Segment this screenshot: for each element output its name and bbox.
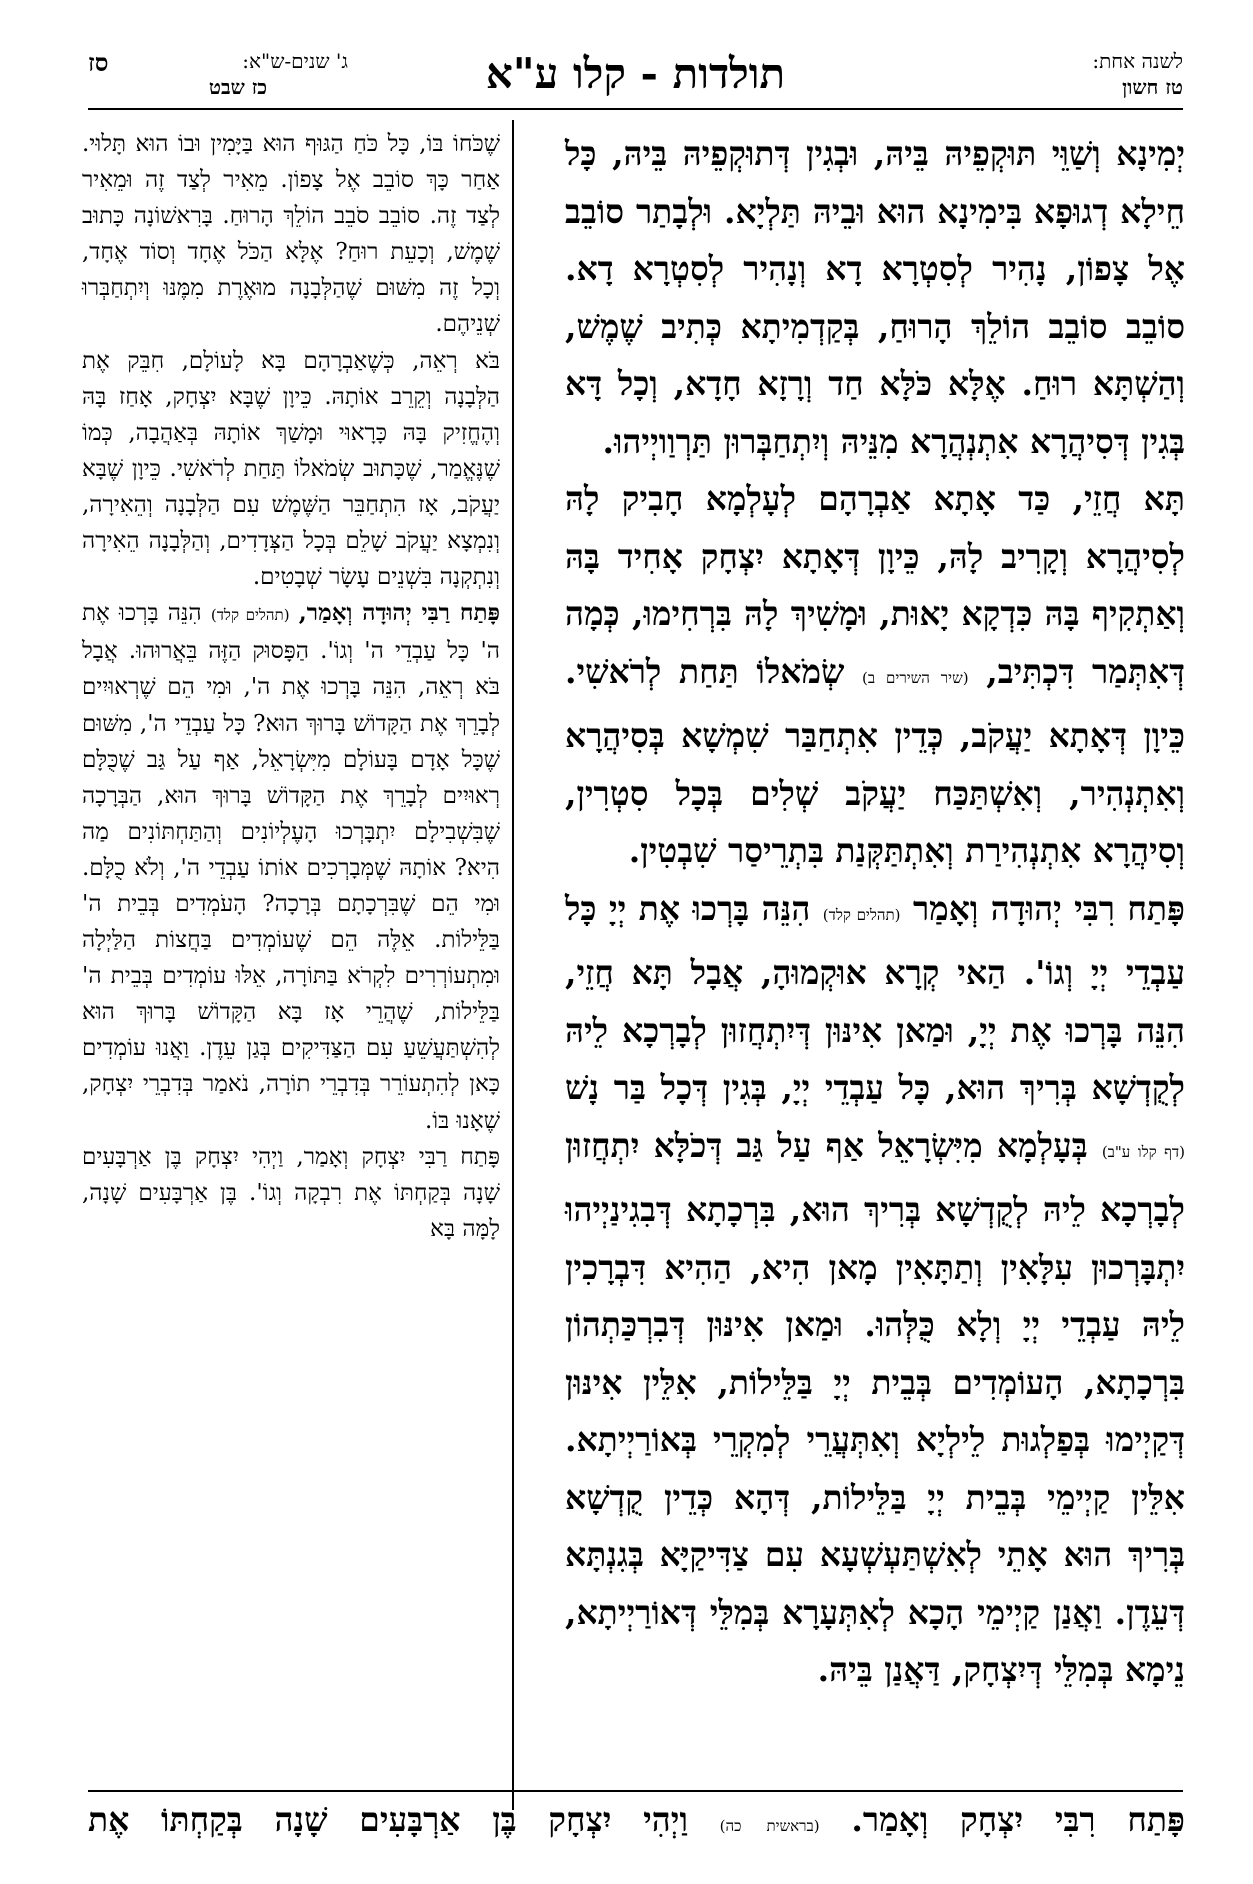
- source-ref: (תהלים קלד): [822, 905, 901, 924]
- header-rule: [88, 108, 1183, 110]
- bottom-opening: פָּתַח רִבִּי יִצְחָק וְאָמַר.: [851, 1800, 1185, 1839]
- bottom-rest: וַיְהִי יִצְחָק בֶּן אַרְבָּעִים שָׁנָה בְּקַחְתּוֹ אֶת: [88, 1800, 688, 1839]
- bottom-line: [88, 1795, 1185, 1851]
- comm-paragraph: פָּתַח רַבִּי יִצְחָק וְאָמַר, וַיְהִי יִצְחָק בֶּן אַרְבָּעִים שָׁנָה בְּקַחְתּוֹ אֶת רִבְקָה וְגוֹ'. בֶּן אַרְבָּעִים שָׁנָה, לָמָּה בָּא: [82, 1143, 500, 1242]
- source-ref: (בראשית כה): [719, 1817, 820, 1835]
- source-ref: (שיר השירים ב): [862, 668, 969, 687]
- main-paragraph: תָּא חֲזֵי, כַּד אָתָא אַבְרָהָם לְעָלְמָא חָבִיק לָהּ לְסִיהֲרָא וְקָרִיב לָהּ, כֵּיוָן דְּאָתָא יִצְחָק אָחִיד בָּהּ וְאַתְקִיף בָּהּ כִּדְקָא יָאוּת, וּמָשִׁיךְ לָהּ בִּרְחִימוּ, כְּמָה דְּאִתְּמַר דִּכְתִּיב, (שיר השירים ב) שְׂמֹאלוֹ תַּחַת לְרֹאשִׁי. כֵּיוָן דְּאָתָא יַעֲקֹב, כְּדֵין אִתְחַבַּר שִׁמְשָׁא בְּסִיהֲרָא וְאִתְנְהִיר, וְאִשְׁתַּכַּח יַעֲקֹב שְׁלִים בְּכָל סִטְרִין, וְסִיהֲרָא אִתְנְהִירַת וְאִתְתַּקְּנַת בִּתְרֵיסַר שִׁבְטִין.: [565, 479, 1186, 870]
- page-title: תולדות - קלו ע"א: [485, 49, 786, 98]
- page-number: סז: [88, 48, 109, 77]
- schedule-one-year-date: טז חשון: [1122, 75, 1183, 99]
- main-text-column: [565, 125, 1185, 1785]
- comm-paragraph: שֶׁכֹּחוֹ בּוֹ, כָּל כֹּחַ הַגּוּף הוּא בַּיָּמִין וּבוֹ הוּא תָּלוּי. אַחַר כָּךְ סוֹבֵב אֶל צָפוֹן. מֵאִיר לְצַד זֶה וּמֵאִיר לְצַד זֶה. סוֹבֵב סֹבֵב הוֹלֵךְ הָרוּחַ. בָּרִאשׁוֹנָה כָּתוּב שֶׁמֶשׁ, וְכָעֵת רוּחַ? אֶלָּא הַכֹּל אֶחָד וְסוֹד אֶחָד, וְכָל זֶה מִשּׁוּם שֶׁהַלְּבָנָה מוּאֶרֶת מִמֶּנּוּ וְיִתְחַבְּרוּ שְׁנֵיהֶם.: [82, 131, 500, 338]
- source-ref: (תהלים קלד): [210, 606, 290, 625]
- comm-paragraph: בֹּא רְאֵה, כְּשֶׁאַבְרָהָם בָּא לָעוֹלָם, חִבֵּק אֶת הַלְּבָנָה וְקֵרֵב אוֹתָהּ. כֵּיוָן שֶׁבָּא יִצְחָק, אָחַז בָּהּ וְהֶחֱזִיק בָּהּ כָּרָאוּי וּמָשַׁךְ אוֹתָהּ בְּאַהֲבָה, כְּמוֹ שֶׁנֶּאֱמַר, שֶׁכָּתוּב שְׂמֹאלוֹ תַּחַת לְרֹאשִׁי. כֵּיוָן שֶׁבָּא יַעֲקֹב, אָז הִתְחַבֵּר הַשֶּׁמֶשׁ עִם הַלְּבָנָה וְהֵאִירָה, וְנִמְצָא יַעֲקֹב שָׁלֵם בְּכָל הַצְּדָדִים, וְהַלְּבָנָה הֵאִירָה וְנִתְקְנָה בִּשְׁנֵים עָשָׂר שְׁבָטִים.: [82, 347, 500, 591]
- source-ref: (דף קלו ע"ב): [1101, 1142, 1185, 1161]
- main-paragraph: יְמִינָא וְשַׁוֵּי תּוּקְפֵיהּ בֵּיהּ, וּבְגִין דְּתוּקְפֵיהּ בֵּיהּ, כָּל חֵילָא דְגוּפָא בִּימִינָא הוּא וּבֵיהּ תַּלְיָא. וּלְבָתַר סוֹבֵב אֶל צָפוֹן, נָהִיר לְסִטְרָא דָא וְנָהִיר לְסִטְרָא דָא. סוֹבֵב סוֹבֵב הוֹלֵךְ הָרוּחַ, בְּקַדְמִיתָא כְּתִיב שֶׁמֶשׁ, וְהַשְׁתָּא רוּחַ. אֶלָּא כֹּלָּא חַד וְרָזָא חָדָא, וְכָל דָּא בְּגִין דְּסִיהֲרָא אִתְנְהֲרָא מִנֵּיהּ וְיִתְחַבְּרוּן תַּרְוַויְיהוּ.: [565, 134, 1185, 461]
- main-paragraph: פָּתַח רִבִּי יְהוּדָה וְאָמַר (תהלים קלד) הִנֵּה בָּרְכוּ אֶת יְיָ כָּל עַבְדֵי יְיָ וְגוֹ'. הַאי קְרָא אוּקְמוּהָ, אֲבָל תָּא חֲזֵי, הִנֵּה בָּרְכוּ אֶת יְיָ, וּמַאן אִינּוּן דְּיִתְחֲזוּן לְבָרְכָא לֵיהּ לְקֻדְשָׁא בְּרִיךְ הוּא, כָּל עַבְדֵי יְיָ, בְּגִין דְּכָל בַּר נָשׁ (דף קלו ע"ב) בְּעָלְמָא מִיִּשְׂרָאֵל אַף עַל גַּב דְּכֹלָּא יִתְחֲזוּן לְבָרְכָא לֵיהּ לְקֻדְשָׁא בְּרִיךְ הוּא, בִּרְכָתָא דְּבִגִינַיְיהוּ יִתְבָּרְכוּן עִלָּאִין וְתַתָּאִין מָאן הִיא, הַהִיא דִּבְרָכִין לֵיהּ עַבְדֵי יְיָ וְלָא כֻּלְּהוּ. וּמַאן אִינּוּן דְּבִרְכַּתְהוֹן בִּרְכָתָא, הָעוֹמְדִים בְּבֵית יְיָ בַּלֵּילוֹת, אִלֵּין אִינּוּן דְּקַיְימוּ בְּפַלְגוּת לֵילְיָא וְאִתְּעֲרֵי לְמִקְרֵי בְּאוֹרַיְיתָא. אִלֵּין קַיְימֵי בְּבֵית יְיָ בַּלֵּילוֹת, דְּהָא כְּדֵין קֻדְשָׁא בְּרִיךְ הוּא אָתֵי לְאִשְׁתַּעְשְׁעָא עִם צַדִּיקַיָּא בְּגִנְתָּא דְּעֵדֶן. וַאֲנַן קַיְימֵי הָכָא לְאִתְּעָרָא בְּמִלֵּי דְּאוֹרַיְיתָא, נֵימָא בְּמִלֵּי דְּיִצְחָק, דַּאֲנַן בֵּיהּ.: [565, 888, 1185, 1689]
- bottom-rule: [88, 1790, 1183, 1792]
- schedule-three-years: ג' שנים-ש"א:: [242, 49, 348, 73]
- comm-paragraph: פָּתַח רַבִּי יְהוּדָה וְאָמַר, (תהלים קלד) הִנֵּה בָּרְכוּ אֶת ה' כָּל עַבְדֵי ה' וְגוֹ'. הַפָּסוּק הַזֶּה בֵּאֲרוּהוּ. אֲבָל בֹּא רְאֵה, הִנֵּה בָּרְכוּ אֶת ה', וּמִי הֵם שֶׁרְאוּיִים לְבָרֵךְ אֶת הַקָּדוֹשׁ בָּרוּךְ הוּא? כָּל עַבְדֵי ה', מִשּׁוּם שֶׁכָּל אָדָם בָּעוֹלָם מִיִּשְׂרָאֵל, אַף עַל גַּב שֶׁכֻּלָּם רְאוּיִים לְבָרֵךְ אֶת הַקָּדוֹשׁ בָּרוּךְ הוּא, הַבְּרָכָה שֶׁבִּשְׁבִילָם יִתְבָּרְכוּ הָעֶלְיוֹנִים וְהַתַּחְתּוֹנִים מַה הִיא? אוֹתָהּ שֶׁמְּבָרְכִים אוֹתוֹ עַבְדֵי ה', וְלֹא כֻלָּם. וּמִי הֵם שֶׁבִּרְכָתָם בְּרָכָה? הָעֹמְדִים בְּבֵית ה' בַּלֵּילוֹת. אֵלֶּה הֵם שֶׁעוֹמְדִים בַּחֲצוֹת הַלַּיְלָה וּמִתְעוֹרְרִים לִקְרֹא בַּתּוֹרָה, אֵלּוּ עוֹמְדִים בְּבֵית ה' בַּלֵּילוֹת, שֶׁהֲרֵי אָז בָּא הַקָּדוֹשׁ בָּרוּךְ הוּא לְהִשְׁתַּעֲשֵׁעַ עִם הַצַּדִּיקִים בְּגַן עֵדֶן. וַאֲנוּ עוֹמְדִים כָּאן לְהִתְעוֹרֵר בְּדִבְרֵי תוֹרָה, נֹאמַר בְּדִבְרֵי יִצְחָק, שֶׁאָנוּ בּוֹ.: [82, 599, 501, 1134]
- commentary-column: [82, 126, 500, 1786]
- schedule-one-year: לשנה אחת:: [1092, 49, 1183, 73]
- schedule-three-years-date: כז שבט: [208, 75, 268, 99]
- column-divider: [512, 120, 514, 1810]
- page-header: [88, 48, 1183, 108]
- header-left: [88, 48, 348, 100]
